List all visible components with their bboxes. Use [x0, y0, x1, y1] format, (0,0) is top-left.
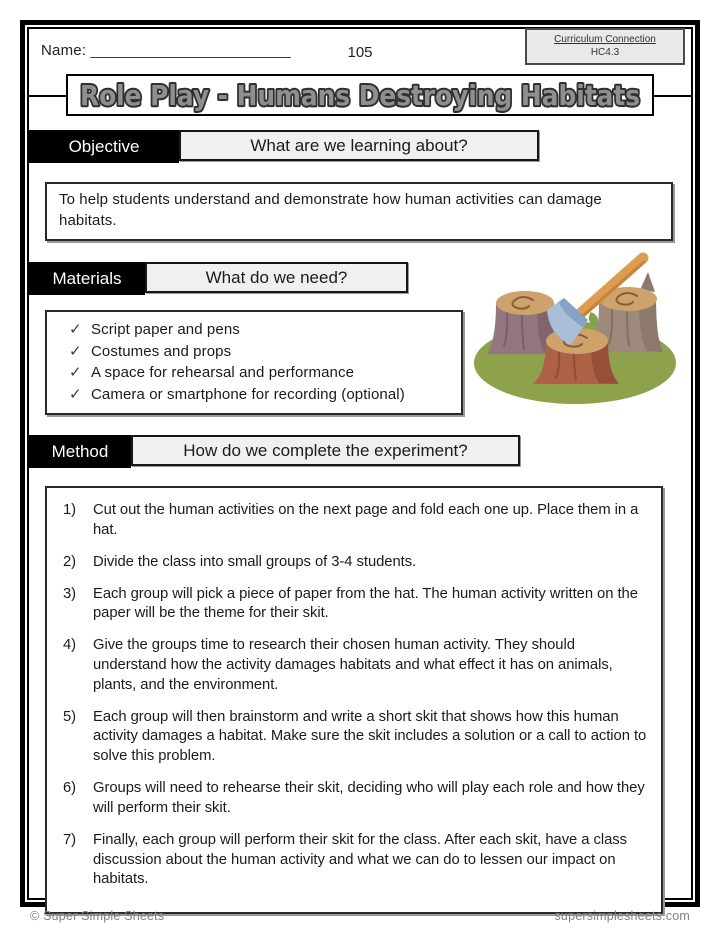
name-blank-line[interactable]: ________________________	[90, 42, 291, 59]
page-frame	[20, 20, 700, 907]
objective-header	[29, 130, 691, 163]
method-step	[55, 553, 651, 573]
material-item-text: Costumes and props	[91, 342, 232, 360]
material-item-text: Script paper and pens	[91, 321, 240, 339]
materials-section	[29, 262, 691, 415]
step-number: 2)	[63, 553, 77, 570]
step-text: Finally, each group will perform their skit for the class. After each skit, have a class discussion about the human activity and what we can do to lessen our impact on habitats.	[93, 831, 627, 888]
method-steps-box	[45, 486, 663, 914]
material-item-text: Camera or smartphone for recording (optional)	[91, 385, 405, 403]
list-item	[55, 362, 453, 383]
method-section	[29, 435, 691, 914]
objective-text: To help students understand and demonstrate how human activities can damage habitats.	[59, 191, 602, 229]
list-item	[55, 341, 453, 362]
step-text: Groups will need to rehearse their skit, deciding who will play each role and how they will perform their skit.	[93, 780, 645, 816]
method-question: How do we complete the experiment?	[131, 435, 520, 466]
step-text: Each group will pick a piece of paper from the hat. The human activity written on the paper will be the theme for their skit.	[93, 585, 638, 622]
method-step	[55, 708, 651, 767]
name-label: Name:	[41, 42, 87, 59]
title-box	[66, 74, 654, 116]
method-label: Method	[29, 435, 131, 468]
step-number: 5)	[63, 708, 77, 725]
objective-text-box	[45, 182, 673, 241]
tree-stumps-axe-illustration	[467, 250, 687, 408]
header	[29, 29, 691, 65]
step-text: Divide the class into small groups of 3-4 students.	[93, 553, 417, 570]
step-number: 6)	[63, 780, 77, 797]
method-step	[55, 779, 651, 819]
step-number: 4)	[63, 637, 77, 654]
title-banner	[29, 74, 691, 116]
page-title	[68, 75, 652, 115]
method-step	[55, 636, 651, 695]
page-number: 105	[347, 44, 373, 61]
step-text: Each group will then brainstorm and write a short skit that shows how this human activity damages a habitat. Make sure the skit includes a solution or a call to action to solve this problem.	[93, 708, 647, 765]
list-item	[55, 384, 453, 405]
step-text: Cut out the human activities on the next page and fold each one up. Place them in a hat.	[93, 502, 639, 538]
curriculum-code: HC4.3	[590, 47, 620, 58]
method-step	[55, 831, 651, 890]
website-link[interactable]: supersimplesheets.com	[554, 909, 690, 923]
name-field	[41, 42, 291, 59]
method-step	[55, 501, 651, 541]
materials-label: Materials	[29, 262, 145, 295]
curriculum-connection-box	[525, 28, 685, 65]
checkmark-icon: ✓	[69, 385, 82, 403]
materials-list-box	[45, 310, 463, 415]
step-text: Give the groups time to research their chosen human activity. They should understand how the activity damages habitats and what effect it has on animals, plants, and the environment.	[93, 637, 613, 693]
method-step	[55, 585, 651, 625]
checkmark-icon: ✓	[69, 342, 82, 360]
objective-label: Objective	[29, 130, 179, 163]
checkmark-icon: ✓	[69, 364, 82, 382]
step-number: 3)	[63, 585, 77, 602]
materials-question: What do we need?	[145, 262, 408, 293]
page-title-text: Role Play - Humans Destroying Habitats	[80, 79, 640, 112]
list-item	[55, 319, 453, 340]
material-item-text: A space for rehearsal and performance	[91, 364, 355, 382]
checkmark-icon: ✓	[69, 321, 82, 339]
copyright-text: © Super Simple Sheets	[30, 909, 165, 923]
step-number: 1)	[63, 502, 77, 519]
step-number: 7)	[63, 831, 77, 848]
curriculum-connection-title: Curriculum Connection	[554, 34, 656, 45]
page-frame-inner	[27, 27, 693, 900]
footer	[30, 909, 690, 923]
method-header	[29, 435, 691, 468]
objective-question: What are we learning about?	[179, 130, 539, 161]
